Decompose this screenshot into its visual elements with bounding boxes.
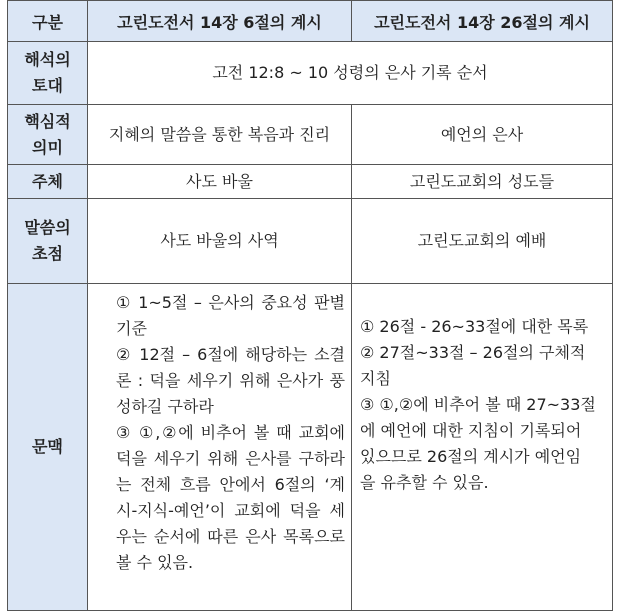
subject-14-26: 고린도교회의 성도들: [352, 165, 613, 199]
context-14-26-item-2: ② 27절~33절 – 26절의 구체적 지침: [360, 343, 586, 388]
header-14-6: 고린도전서 14장 6절의 계시: [88, 1, 352, 42]
basis-value: 고전 12:8 ~ 10 성령의 은사 기록 순서: [88, 42, 613, 105]
table-header-row: [8, 1, 613, 42]
subject-14-6: 사도 바울: [88, 165, 352, 199]
table-row: [8, 165, 613, 199]
table-row: [8, 105, 613, 165]
table-row: [8, 42, 613, 105]
context-14-6-item-2: ② 12절 – 6절에 해당하는 소결론 : 덕을 세우기 위해 은사가 풍성하길 구하라: [116, 345, 345, 416]
context-14-6-item-1: ① 1~5절 – 은사의 중요성 판별 기준: [116, 293, 345, 338]
focus-14-6: 사도 바울의 사역: [88, 199, 352, 284]
header-14-26: 고린도전서 14장 26절의 계시: [352, 1, 613, 42]
table-row: [8, 284, 613, 611]
row-label-subject: 주체: [8, 165, 88, 199]
context-14-6-item-3: ③ ①,②에 비추어 볼 때 교회에 덕을 세우기 위해 은사를 구하라는 전체 흐름 안에서 6절의 ‘계시-지식-예언’이 교회에 덕을 세우는 순서에 따른 은사 목록으로 볼 수 있음.: [116, 423, 345, 572]
row-label-focus: 말씀의 초점: [8, 199, 88, 284]
header-category: 구분: [8, 1, 88, 42]
row-label-basis: 해석의 토대: [8, 42, 88, 105]
comparison-table: [7, 0, 613, 611]
meaning-14-6: 지혜의 말씀을 통한 복음과 진리: [88, 105, 352, 165]
row-label-context: 문맥: [8, 284, 88, 611]
meaning-14-26: 예언의 은사: [352, 105, 613, 165]
focus-14-26: 고린도교회의 예배: [352, 199, 613, 284]
row-label-meaning: 핵심적 의미: [8, 105, 88, 165]
table-row: [8, 199, 613, 284]
context-14-26: [352, 284, 613, 611]
context-14-6: [88, 284, 352, 611]
context-14-26-item-1: ① 26절 - 26~33절에 대한 목록: [360, 317, 589, 336]
context-14-26-item-3: ③ ①,②에 비추어 볼 때 27~33절에 예언에 대한 지침이 기록되어 있으므로 26절의 계시가 예언임을 유추할 수 있음.: [360, 395, 596, 492]
